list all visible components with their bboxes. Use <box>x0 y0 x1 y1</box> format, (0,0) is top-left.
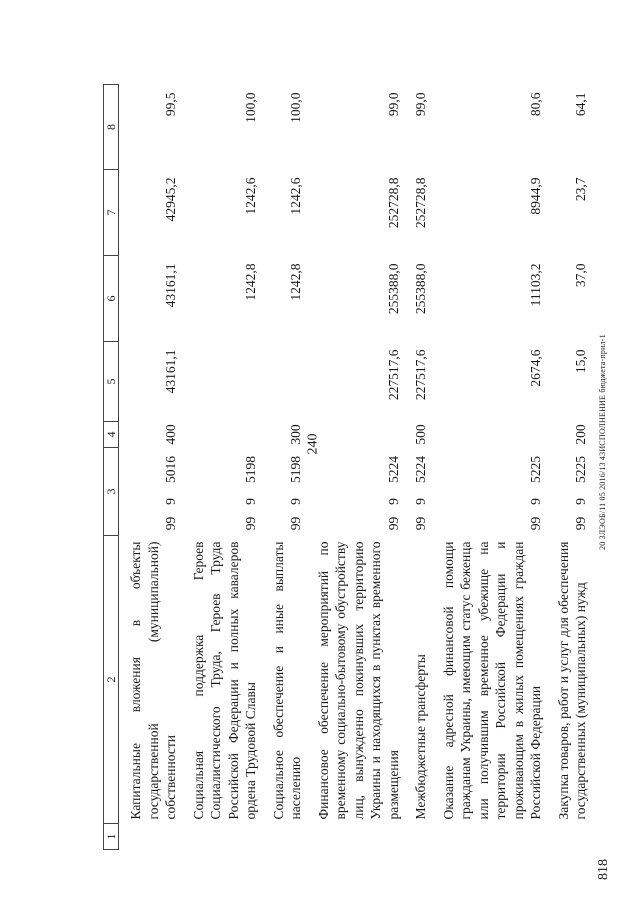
row-name: Межбюджетные трансферты <box>413 654 428 820</box>
header-cell: 5 <box>104 341 119 421</box>
header-cell: 7 <box>104 169 119 255</box>
spacer-cell <box>119 824 182 850</box>
row-code-3: 5198 <box>243 456 258 483</box>
row-value-col7: 23,7 <box>573 177 588 202</box>
row-code-1: 99 <box>288 516 303 531</box>
row-code-4 <box>432 421 547 447</box>
row-code-2: 9 <box>288 498 303 505</box>
row-value-col8: 100,0 <box>288 92 303 123</box>
row-value-col6: 37,0 <box>573 263 588 288</box>
row-code-4: 300 <box>288 424 303 445</box>
spacer-cell <box>307 824 405 850</box>
row-name: Закупка товаров, работ и услуг для обеспечения государственных (муниципальных) нужд <box>555 541 588 820</box>
spacer-cell <box>432 824 547 850</box>
row-value-col5: 43161,1 <box>163 349 178 394</box>
row-code-1: 99 <box>573 516 588 531</box>
row-code-4: 400 <box>163 424 178 445</box>
row-value-col6: 255388,0 <box>413 263 428 315</box>
header-cell: 6 <box>104 255 119 341</box>
row-code-2: 9 <box>573 498 588 505</box>
row-value-col8: 80,6 <box>528 92 543 117</box>
table-row <box>182 84 262 849</box>
row-value-col8: 99,5 <box>163 92 178 117</box>
row-value-col6: 43161,1 <box>163 263 178 308</box>
page-number-top: 240 <box>305 433 321 455</box>
header-cell: 4 <box>104 421 119 447</box>
header-cell: 1 <box>104 824 119 850</box>
header-cell: 3 <box>104 447 119 535</box>
rotated-table-container <box>103 85 598 850</box>
header-row <box>104 84 119 849</box>
spacer-cell <box>547 824 592 850</box>
table-row <box>119 84 182 849</box>
row-code-3: 5198 <box>288 456 303 483</box>
row-value-col7: 252728,8 <box>385 177 401 229</box>
row-code-1: 99 <box>528 516 543 531</box>
row-value-col5: 2674,6 <box>528 349 543 387</box>
row-value-col5 <box>182 341 262 421</box>
row-code-1: 99 <box>243 516 258 531</box>
header-cell: 2 <box>104 536 119 824</box>
table-row <box>307 84 405 849</box>
row-code-2: 9 <box>243 498 258 505</box>
row-name: Оказание адресной финансовой помощи гражданам Украины, имеющим статус беженца или получившим временное убежище на территории Российской Федерации и проживающим в жилых помещениях граждан Российской Федерации <box>440 541 543 820</box>
footer-code: 20 3ЛЭОБ/11 05 2016/13 43ИСПОЛНЕНИЕ бюджета-прил-1 <box>598 334 607 550</box>
row-name: Социальное обеспечение и иные выплаты населению <box>270 541 303 820</box>
row-code-2: 9 <box>413 498 428 505</box>
row-name: Социальная поддержка Героев Социалистического Труда, Героев Труда Российской Федерации и полных кавалеров ордена Трудовой Славы <box>190 541 258 820</box>
row-code-4 <box>182 421 262 447</box>
row-code-3: 5225 <box>528 456 543 483</box>
row-value-col5: 15,0 <box>573 349 588 374</box>
row-value-col7: 8944,9 <box>528 177 543 215</box>
row-code-2: 9 <box>528 498 543 505</box>
row-value-col8: 64,1 <box>573 92 588 117</box>
row-code-4 <box>307 421 405 447</box>
row-code-1: 99 <box>163 516 178 531</box>
row-code-4: 500 <box>413 424 428 445</box>
page-number-bottom: 818 <box>596 859 611 880</box>
row-code-2: 9 <box>163 498 178 505</box>
table-row <box>547 84 592 849</box>
row-code-1: 99 <box>413 516 428 531</box>
header-cell: 8 <box>104 84 119 169</box>
row-value-col6: 1242,8 <box>243 263 258 301</box>
row-code-4: 200 <box>573 424 588 445</box>
spacer-cell <box>182 824 262 850</box>
table-row <box>404 84 432 849</box>
row-value-col7: 42945,2 <box>163 177 178 222</box>
table-row <box>262 84 307 849</box>
row-value-col8: 100,0 <box>243 92 258 123</box>
row-code-3: 5224 <box>413 456 428 483</box>
row-value-col6: 1242,8 <box>288 263 303 301</box>
spacer-cell <box>404 824 432 850</box>
row-value-col8: 99,0 <box>385 92 401 117</box>
row-value-col5: 227517,6 <box>385 349 401 401</box>
row-value-col8: 99,0 <box>413 92 428 117</box>
row-value-col6: 255388,0 <box>385 263 401 315</box>
row-name: Капитальные вложения в объекты государственной (муниципальной) собственности <box>128 541 178 820</box>
row-value-col7: 1242,6 <box>288 177 303 215</box>
row-code-3: 5225 <box>573 456 588 483</box>
row-code-3: 5224 <box>385 456 401 483</box>
row-value-col7: 1242,6 <box>243 177 258 215</box>
table-row <box>432 84 547 849</box>
row-code-2: 9 <box>385 498 401 505</box>
spacer-cell <box>262 824 307 850</box>
row-code-3: 5016 <box>163 456 178 483</box>
row-value-col6: 11103,2 <box>528 263 543 307</box>
row-value-col7: 252728,8 <box>413 177 428 229</box>
row-name: Финансовое обеспечение мероприятий по временному социально-бытовому обустройству лиц, вынужденно покинувших территорию Украины и находящихся в пунктах временного размещения <box>315 541 401 820</box>
row-value-col5 <box>262 341 307 421</box>
row-value-col5: 227517,6 <box>413 349 428 401</box>
budget-table <box>103 84 592 850</box>
row-code-1: 99 <box>385 516 401 531</box>
